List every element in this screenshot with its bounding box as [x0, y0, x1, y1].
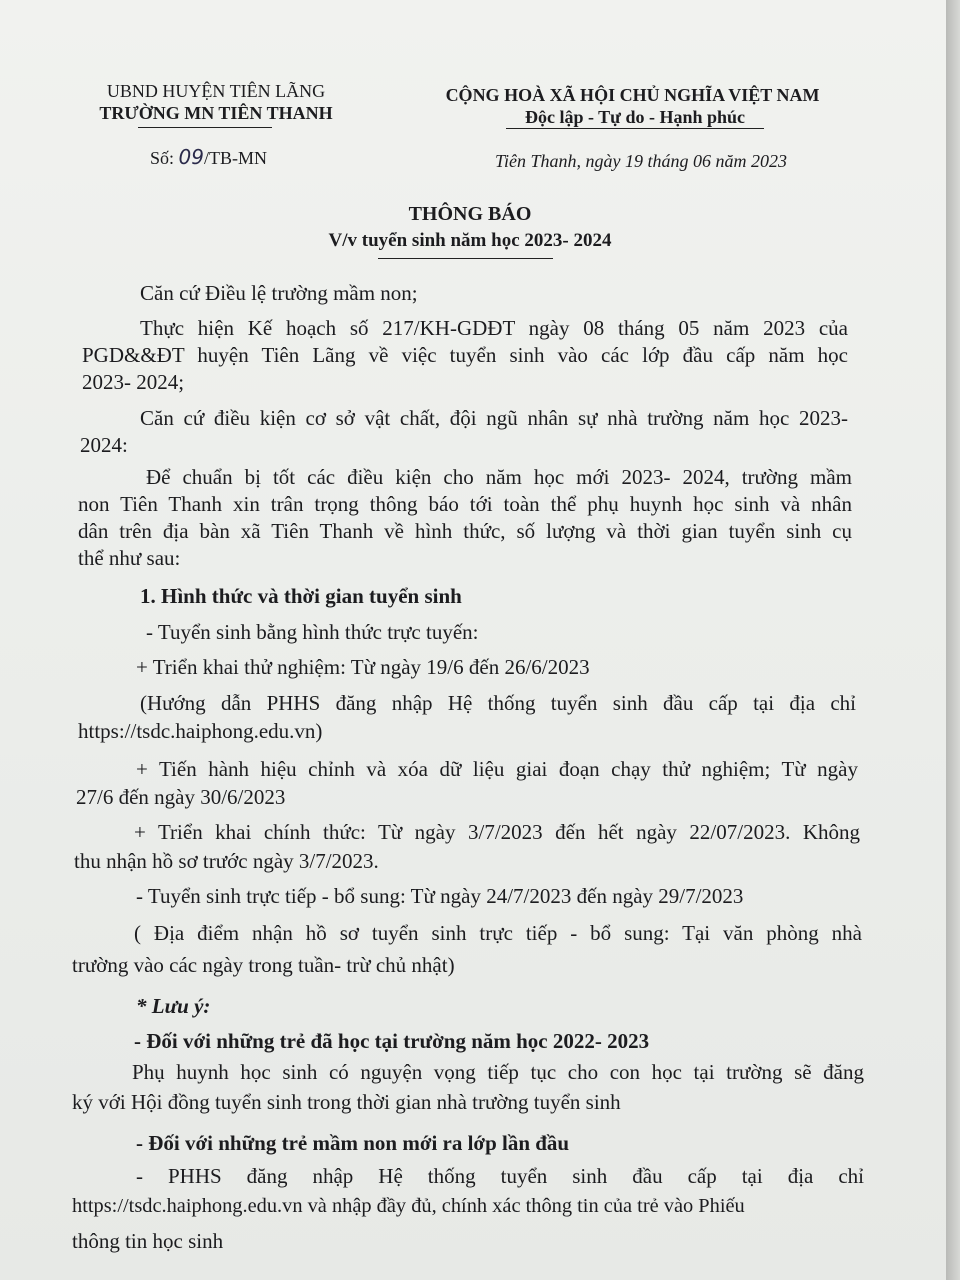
- body-line: 2024:: [80, 433, 128, 457]
- body-line: + Tiến hành hiệu chỉnh và xóa dữ liệu giai đoạn chạy thử nghiệm; Từ ngày: [136, 757, 858, 781]
- body-line: Phụ huynh học sinh có nguyện vọng tiếp tục cho con học tại trường sẽ đăng: [132, 1060, 864, 1084]
- body-line: 27/6 đến ngày 30/6/2023: [76, 785, 286, 809]
- agency-name: UBND HUYỆN TIÊN LÃNG: [106, 81, 326, 101]
- body-line: Căn cứ Điều lệ trường mầm non;: [140, 281, 418, 305]
- page-edge: [946, 0, 960, 1280]
- body-line: Thực hiện Kế hoạch số 217/KH-GDĐT ngày 08 tháng 05 năm 2023 của: [140, 316, 848, 340]
- document-number: [150, 144, 267, 171]
- subject-underline: [378, 258, 553, 259]
- doc-no-prefix: Số:: [150, 148, 179, 168]
- place-date: Tiên Thanh, ngày 19 tháng 06 năm 2023: [495, 151, 788, 171]
- doc-no-suffix: /TB-MN: [203, 148, 267, 168]
- body-line: - Tuyển sinh bằng hình thức trực tuyến:: [146, 620, 479, 644]
- subsection-heading: - Đối với những trẻ mầm non mới ra lớp lần đầu: [136, 1131, 570, 1155]
- body-line: dân trên địa bàn xã Tiên Thanh về hình thức, số lượng và thời gian tuyển sinh cụ: [78, 519, 852, 543]
- body-line: ký với Hội đồng tuyển sinh trong thời gian nhà trường tuyển sinh: [72, 1090, 621, 1114]
- body-line: trường vào các ngày trong tuần- trừ chủ nhật): [72, 953, 455, 977]
- body-line: (Hướng dẫn PHHS đăng nhập Hệ thống tuyển sinh đầu cấp tại địa chỉ: [140, 691, 856, 715]
- body-line: 2023- 2024;: [82, 370, 185, 394]
- body-line: Căn cứ điều kiện cơ sở vật chất, đội ngũ nhân sự nhà trường năm học 2023-: [140, 406, 848, 430]
- note-heading: * Lưu ý:: [136, 994, 211, 1018]
- national-title: CỘNG HOÀ XÃ HỘI CHỦ NGHĨA VIỆT NAM: [445, 85, 820, 105]
- national-motto: Độc lập - Tự do - Hạnh phúc: [524, 107, 746, 127]
- doc-no-handwritten: 09: [178, 145, 204, 169]
- motto-underline: [506, 128, 764, 129]
- section-heading: 1. Hình thức và thời gian tuyển sinh: [140, 584, 462, 608]
- subsection-heading: - Đối với những trẻ đã học tại trường năm học 2022- 2023: [134, 1029, 650, 1053]
- body-line: + Triển khai thử nghiệm: Từ ngày 19/6 đến 26/6/2023: [136, 655, 590, 679]
- body-line: thể như sau:: [78, 546, 181, 570]
- body-line: ( Địa điểm nhận hồ sơ tuyển sinh trực tiếp - bổ sung: Tại văn phòng nhà: [134, 921, 862, 945]
- body-line: - PHHS đăng nhập Hệ thống tuyển sinh đầu cấp tại địa chỉ: [136, 1164, 864, 1188]
- notice-title: THÔNG BÁO: [408, 203, 532, 225]
- body-line: https://tsdc.haiphong.edu.vn): [78, 719, 323, 743]
- body-line: - Tuyển sinh trực tiếp - bổ sung: Từ ngày 24/7/2023 đến ngày 29/7/2023: [136, 884, 744, 908]
- school-name: TRƯỜNG MN TIÊN THANH: [99, 103, 333, 123]
- body-line: thu nhận hồ sơ trước ngày 3/7/2023.: [74, 849, 379, 873]
- notice-subject: V/v tuyển sinh năm học 2023- 2024: [328, 230, 612, 251]
- body-line: Để chuẩn bị tốt các điều kiện cho năm học mới 2023- 2024, trường mầm: [146, 465, 852, 489]
- school-name-underline: [138, 127, 272, 128]
- body-line: + Triển khai chính thức: Từ ngày 3/7/2023 đến hết ngày 22/07/2023. Không: [134, 820, 860, 844]
- body-line: thông tin học sinh: [72, 1229, 224, 1253]
- body-line: https://tsdc.haiphong.edu.vn và nhập đầy đủ, chính xác thông tin của trẻ vào Phiếu: [72, 1195, 745, 1217]
- body-line: PGD&&ĐT huyện Tiên Lãng về việc tuyển sinh vào các lớp đầu cấp năm học: [82, 343, 848, 367]
- body-line: non Tiên Thanh xin trân trọng thông báo tới toàn thể phụ huynh học sinh và nhân: [78, 492, 852, 516]
